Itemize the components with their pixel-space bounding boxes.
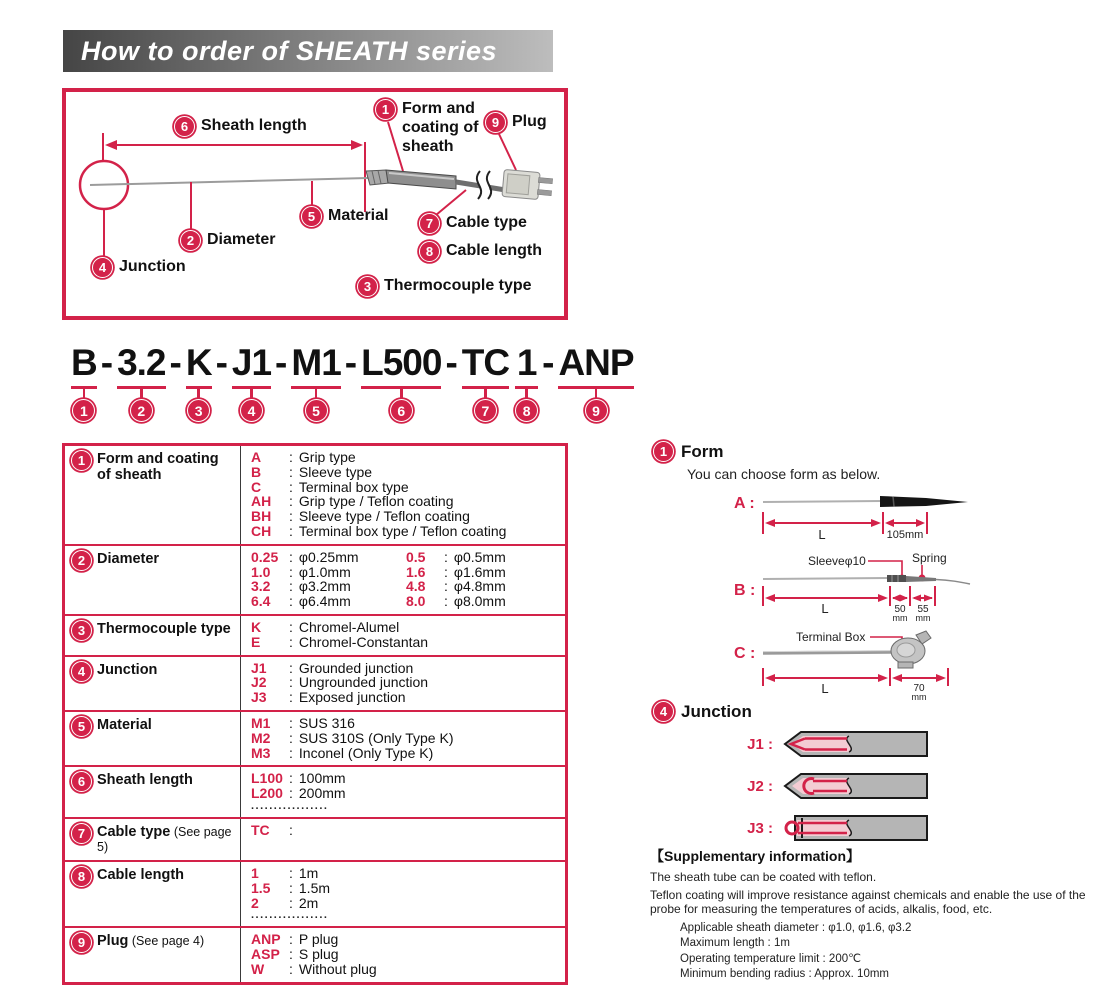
option-colon: : bbox=[289, 960, 293, 977]
label-thermocouple-type: 3 Thermocouple type bbox=[357, 276, 532, 297]
form-section-subtitle: You can choose form as below. bbox=[687, 466, 881, 482]
code-number-badge: 3 bbox=[187, 399, 210, 422]
spec-row-8 bbox=[65, 862, 565, 928]
option-value: Sleeve type bbox=[298, 463, 373, 480]
row-number-badge: 1 bbox=[71, 450, 92, 471]
spec-row-header bbox=[65, 928, 241, 981]
code-segment-text: 1 bbox=[516, 342, 537, 383]
code-tick bbox=[315, 389, 318, 398]
option-code: 2 bbox=[251, 894, 259, 911]
row-options bbox=[241, 657, 565, 710]
code-segment-text: ANP bbox=[558, 342, 634, 383]
option-value: φ1.6mm bbox=[453, 563, 506, 580]
option-value: φ0.25mm bbox=[298, 548, 359, 565]
option-code: AH bbox=[251, 493, 272, 510]
form-c-diagram bbox=[730, 626, 980, 706]
row-label: Cable type (See page 5) bbox=[97, 823, 232, 855]
junction-j1-row: J1 : bbox=[733, 730, 931, 758]
option-code: J1 bbox=[251, 659, 267, 676]
option-value: Exposed junction bbox=[298, 689, 406, 706]
option-colon: : bbox=[444, 548, 448, 565]
option-colon: : bbox=[444, 563, 448, 580]
spec-row-header bbox=[65, 712, 241, 765]
spec-row-9 bbox=[65, 928, 565, 981]
option-code: ASP bbox=[251, 946, 280, 963]
option-colon: : bbox=[289, 821, 293, 838]
option-code: ANP bbox=[251, 931, 281, 948]
label-cable-length: 8 Cable length bbox=[419, 241, 542, 262]
option-entry bbox=[251, 771, 557, 786]
option-colon: : bbox=[289, 785, 293, 802]
code-tick bbox=[400, 389, 403, 398]
option-colon: : bbox=[289, 744, 293, 761]
spec-row-2 bbox=[65, 546, 565, 616]
option-entry bbox=[251, 716, 557, 731]
option-code: 8.0 bbox=[406, 593, 426, 610]
option-entry bbox=[251, 746, 557, 761]
spec-row-7 bbox=[65, 819, 565, 862]
sleeve-shape bbox=[887, 575, 906, 582]
option-value: Inconel (Only Type K) bbox=[298, 744, 434, 761]
label-cable-type: 7 Cable type bbox=[419, 213, 527, 234]
option-code: M2 bbox=[251, 729, 271, 746]
badge-junction-4: 4 bbox=[653, 701, 674, 722]
code-number-badge: 6 bbox=[390, 399, 413, 422]
row-label: Cable length bbox=[97, 866, 185, 883]
row-number-badge: 8 bbox=[71, 866, 92, 887]
probe-grip bbox=[366, 170, 456, 189]
code-tick bbox=[83, 389, 86, 398]
row-number-badge: 3 bbox=[71, 620, 92, 641]
option-code: 4.8 bbox=[406, 578, 426, 595]
spec-line: Operating temperature limit : 200℃ bbox=[680, 952, 862, 965]
supplementary-line: Teflon coating will improve resistance against chemicals and enable the use of the probe for measuring the temperatures of acids, alkalis, food, etc. bbox=[650, 887, 1086, 916]
code-segment-2 bbox=[114, 344, 168, 422]
code-segment-1 bbox=[68, 344, 100, 422]
label-diameter: 2 Diameter bbox=[180, 230, 275, 251]
option-colon: : bbox=[289, 449, 293, 465]
option-entry bbox=[406, 594, 557, 609]
option-code: B bbox=[251, 463, 262, 480]
option-entry bbox=[251, 594, 402, 609]
svg-text:mm: mm bbox=[892, 613, 908, 623]
option-colon: : bbox=[289, 618, 293, 635]
svg-text:50: 50 bbox=[894, 604, 906, 615]
option-colon: : bbox=[444, 593, 448, 610]
option-entry bbox=[251, 465, 557, 480]
code-number-badge: 4 bbox=[240, 399, 263, 422]
code-segment-text: B bbox=[71, 342, 97, 383]
order-diagram bbox=[62, 88, 568, 320]
svg-text:L: L bbox=[821, 681, 829, 696]
badge-3: 3 bbox=[357, 276, 378, 297]
option-code: E bbox=[251, 633, 261, 650]
code-number-badge: 1 bbox=[72, 399, 95, 422]
option-entry bbox=[251, 565, 402, 580]
option-value: φ1.0mm bbox=[298, 563, 351, 580]
option-colon: : bbox=[289, 864, 293, 881]
spec-row-header bbox=[65, 616, 241, 655]
spec-row-header bbox=[65, 862, 241, 926]
code-tick bbox=[595, 389, 598, 398]
code-separator: - bbox=[275, 342, 288, 383]
row-label: Plug (See page 4) bbox=[97, 933, 205, 950]
option-code: C bbox=[251, 478, 262, 495]
option-entry bbox=[251, 524, 557, 539]
svg-text:Spring: Spring bbox=[912, 551, 947, 565]
row-number-badge: 5 bbox=[71, 716, 92, 737]
supplementary-specs bbox=[680, 921, 1100, 983]
code-separator: - bbox=[215, 342, 228, 383]
option-code: A bbox=[251, 449, 262, 465]
option-colon: : bbox=[289, 689, 293, 706]
option-code: J3 bbox=[251, 689, 267, 706]
option-colon: : bbox=[289, 522, 293, 539]
code-segment-4 bbox=[229, 344, 274, 422]
badge-1: 1 bbox=[375, 99, 396, 120]
supplementary-info bbox=[650, 846, 1100, 983]
row-note: (See page 5) bbox=[97, 824, 232, 855]
option-colon: : bbox=[289, 770, 293, 787]
form-section-heading: 1 Form bbox=[653, 441, 724, 462]
option-colon: : bbox=[444, 578, 448, 595]
spec-row-5 bbox=[65, 712, 565, 767]
badge-6: 6 bbox=[174, 116, 195, 137]
sheath-tube bbox=[90, 178, 368, 185]
code-segment-text: 3.2 bbox=[117, 342, 166, 383]
junction-j3-row: J3 : bbox=[733, 814, 931, 842]
option-value: S plug bbox=[298, 946, 339, 963]
row-label: Form and coating of sheath bbox=[97, 451, 219, 483]
spec-row-1 bbox=[65, 446, 565, 546]
option-value: Grounded junction bbox=[298, 659, 414, 676]
svg-text:Sleeveφ10: Sleeveφ10 bbox=[808, 554, 866, 568]
option-code: BH bbox=[251, 508, 272, 525]
option-entry bbox=[251, 690, 557, 705]
option-entry bbox=[251, 620, 557, 635]
option-code: 1.0 bbox=[251, 563, 271, 580]
code-number-badge: 8 bbox=[515, 399, 538, 422]
option-entry bbox=[251, 866, 557, 881]
code-segment-9 bbox=[555, 344, 636, 422]
code-number-badge: 5 bbox=[305, 399, 328, 422]
code-segment-text: M1 bbox=[291, 342, 341, 383]
option-value: P plug bbox=[298, 931, 339, 948]
option-code: CH bbox=[251, 522, 272, 539]
badge-8: 8 bbox=[419, 241, 440, 262]
svg-text:C :: C : bbox=[734, 645, 756, 662]
option-entry bbox=[251, 661, 557, 676]
row-label: Sheath length bbox=[97, 772, 193, 789]
option-entry bbox=[406, 550, 557, 565]
option-code: 3.2 bbox=[251, 578, 271, 595]
spec-row-4 bbox=[65, 657, 565, 712]
option-entry bbox=[406, 565, 557, 580]
code-segment-text: J1 bbox=[231, 342, 272, 383]
code-segment-8 bbox=[512, 344, 541, 422]
right-column bbox=[645, 438, 1108, 995]
supplementary-line: The sheath tube can be coated with teflon. bbox=[650, 870, 877, 884]
row-number-badge: 2 bbox=[71, 550, 92, 571]
spec-line: Minimum bending radius : Approx. 10mm bbox=[680, 968, 890, 980]
option-entry bbox=[251, 480, 557, 495]
option-code: TC bbox=[251, 821, 270, 838]
junction-j1-diagram bbox=[781, 730, 931, 758]
row-number-badge: 7 bbox=[71, 823, 92, 844]
spec-row-header bbox=[65, 657, 241, 710]
row-label: Thermocouple type bbox=[97, 620, 231, 637]
spec-row-header bbox=[65, 446, 241, 544]
option-colon: : bbox=[289, 463, 293, 480]
code-separator: - bbox=[100, 342, 114, 383]
row-label: Material bbox=[97, 716, 152, 733]
option-entry bbox=[251, 962, 557, 977]
option-colon: : bbox=[289, 879, 293, 896]
junction-section-heading: 4 Junction bbox=[653, 701, 752, 722]
option-colon: : bbox=[289, 946, 293, 963]
option-entry bbox=[251, 509, 557, 524]
option-entry bbox=[251, 896, 557, 911]
spec-line: Applicable sheath diameter : φ1.0, φ1.6, φ3.2 bbox=[680, 921, 912, 934]
code-tick bbox=[250, 389, 253, 398]
svg-text:L: L bbox=[818, 527, 826, 542]
row-options bbox=[241, 819, 565, 860]
label-material: 5 Material bbox=[301, 206, 388, 227]
junction-j2-row: J2 : bbox=[733, 772, 931, 800]
option-value: Terminal box type bbox=[298, 478, 409, 495]
option-colon: : bbox=[289, 714, 293, 731]
option-colon: : bbox=[289, 563, 293, 580]
option-colon: : bbox=[289, 729, 293, 746]
option-colon: : bbox=[289, 659, 293, 676]
option-code: 1.5 bbox=[251, 879, 271, 896]
option-colon: : bbox=[289, 548, 293, 565]
option-colon: : bbox=[289, 493, 293, 510]
option-value: Ungrounded junction bbox=[298, 674, 429, 691]
form-a-diagram bbox=[730, 490, 980, 546]
code-tick bbox=[197, 389, 200, 398]
form-b-diagram bbox=[730, 548, 980, 626]
svg-text:105mm: 105mm bbox=[886, 529, 924, 541]
option-code: 0.5 bbox=[406, 548, 426, 565]
code-segment-3 bbox=[183, 344, 215, 422]
badge-9: 9 bbox=[485, 112, 506, 133]
option-value: SUS 316 bbox=[298, 714, 355, 731]
option-entry bbox=[251, 550, 402, 565]
option-value: 100mm bbox=[298, 770, 346, 787]
probe-plug bbox=[502, 169, 553, 200]
option-code: 1.6 bbox=[406, 563, 426, 580]
badge-4: 4 bbox=[92, 257, 113, 278]
option-continuation-dots: ................. bbox=[251, 909, 329, 922]
option-entry bbox=[251, 947, 557, 962]
option-code: M3 bbox=[251, 744, 271, 761]
spec-row-6 bbox=[65, 767, 565, 819]
svg-text:mm: mm bbox=[915, 613, 931, 623]
svg-text:Terminal Box: Terminal Box bbox=[796, 630, 866, 644]
option-value: Terminal box type / Teflon coating bbox=[298, 522, 507, 539]
option-entry bbox=[251, 881, 557, 896]
row-note: (See page 4) bbox=[128, 934, 205, 949]
option-code: L200 bbox=[251, 785, 283, 802]
label-plug: 9 Plug bbox=[485, 112, 547, 133]
option-colon: : bbox=[289, 508, 293, 525]
code-segment-text: TC bbox=[461, 342, 510, 383]
spec-row-header bbox=[65, 767, 241, 817]
option-entry bbox=[251, 823, 557, 838]
spec-line: Maximum length : 1m bbox=[680, 937, 790, 949]
label-sheath-length: 6 Sheath length bbox=[174, 116, 307, 137]
code-separator: - bbox=[542, 342, 555, 383]
badge-form-1: 1 bbox=[653, 441, 674, 462]
option-value: Grip type bbox=[298, 449, 356, 465]
option-code: W bbox=[251, 960, 265, 977]
badge-5: 5 bbox=[301, 206, 322, 227]
option-code: K bbox=[251, 618, 262, 635]
badge-7: 7 bbox=[419, 213, 440, 234]
option-value: φ4.8mm bbox=[453, 578, 506, 595]
code-tick bbox=[140, 389, 143, 398]
code-tick bbox=[484, 389, 487, 398]
option-value: Chromel-Alumel bbox=[298, 618, 400, 635]
option-code: 0.25 bbox=[251, 548, 279, 565]
code-separator: - bbox=[445, 342, 458, 383]
spec-row-3 bbox=[65, 616, 565, 657]
spec-row-header bbox=[65, 546, 241, 614]
label-form-coating: 1 Form and coating of sheath bbox=[375, 99, 494, 156]
option-entry bbox=[251, 579, 402, 594]
code-number-badge: 9 bbox=[585, 399, 608, 422]
option-value: φ0.5mm bbox=[453, 548, 506, 565]
svg-text:L: L bbox=[821, 601, 829, 616]
row-options bbox=[241, 546, 565, 614]
row-label: Junction bbox=[97, 661, 158, 678]
svg-text:A :: A : bbox=[734, 495, 755, 512]
option-colon: : bbox=[289, 478, 293, 495]
option-code: J2 bbox=[251, 674, 267, 691]
row-options bbox=[241, 712, 565, 765]
option-value: φ8.0mm bbox=[453, 593, 506, 610]
option-entry bbox=[251, 786, 557, 801]
page-title: How to order of SHEATH series bbox=[63, 30, 553, 72]
row-options bbox=[241, 928, 565, 981]
spec-row-header bbox=[65, 819, 241, 860]
row-options bbox=[241, 616, 565, 655]
option-entry bbox=[406, 579, 557, 594]
option-value: 2m bbox=[298, 894, 319, 911]
option-code: 1 bbox=[251, 864, 259, 881]
row-number-badge: 4 bbox=[71, 661, 92, 682]
option-entry bbox=[251, 494, 557, 509]
option-entry bbox=[251, 932, 557, 947]
option-value: Sleeve type / Teflon coating bbox=[298, 508, 470, 525]
order-code bbox=[68, 344, 637, 422]
svg-text:B :: B : bbox=[734, 582, 756, 599]
row-options bbox=[241, 862, 565, 926]
option-entry bbox=[251, 731, 557, 746]
row-options bbox=[241, 446, 565, 544]
option-colon: : bbox=[289, 674, 293, 691]
code-segment-text: L500 bbox=[361, 342, 442, 383]
row-label: Diameter bbox=[97, 550, 160, 567]
option-value: 1m bbox=[298, 864, 319, 881]
spec-table bbox=[62, 443, 568, 985]
row-number-badge: 6 bbox=[71, 771, 92, 792]
row-options bbox=[241, 767, 565, 817]
badge-2: 2 bbox=[180, 230, 201, 251]
code-segment-5 bbox=[288, 344, 343, 422]
code-separator: - bbox=[169, 342, 182, 383]
option-colon: : bbox=[289, 931, 293, 948]
row-number-badge: 9 bbox=[71, 932, 92, 953]
junction-j3-diagram bbox=[781, 814, 931, 842]
code-segment-6 bbox=[358, 344, 444, 422]
option-code: L100 bbox=[251, 770, 283, 787]
option-value: 1.5m bbox=[298, 879, 331, 896]
option-value: Grip type / Teflon coating bbox=[298, 493, 454, 510]
option-continuation-dots: ................. bbox=[251, 799, 329, 812]
code-tick bbox=[525, 389, 528, 398]
option-colon: : bbox=[289, 633, 293, 650]
option-entry bbox=[251, 635, 557, 650]
option-value: φ6.4mm bbox=[298, 593, 351, 610]
option-code: M1 bbox=[251, 714, 271, 731]
option-colon: : bbox=[289, 578, 293, 595]
option-entry bbox=[251, 675, 557, 690]
code-number-badge: 7 bbox=[474, 399, 497, 422]
supplementary-title: 【Supplementary information】 bbox=[650, 848, 861, 864]
svg-text:mm: mm bbox=[911, 692, 927, 702]
code-number-badge: 2 bbox=[130, 399, 153, 422]
option-value: Without plug bbox=[298, 960, 377, 977]
code-segment-7 bbox=[459, 344, 512, 422]
svg-text:55: 55 bbox=[917, 604, 929, 615]
option-value: Chromel-Constantan bbox=[298, 633, 429, 650]
option-value: SUS 310S (Only Type K) bbox=[298, 729, 454, 746]
option-code: 6.4 bbox=[251, 593, 271, 610]
code-separator: - bbox=[344, 342, 358, 383]
label-junction: 4 Junction bbox=[92, 257, 186, 278]
option-colon: : bbox=[289, 593, 293, 610]
svg-text:70: 70 bbox=[913, 683, 925, 694]
code-segment-text: K bbox=[185, 342, 212, 383]
option-entry bbox=[251, 450, 557, 465]
option-colon: : bbox=[289, 894, 293, 911]
option-value: φ3.2mm bbox=[298, 578, 351, 595]
junction-j2-diagram bbox=[781, 772, 931, 800]
option-value: 200mm bbox=[298, 785, 346, 802]
